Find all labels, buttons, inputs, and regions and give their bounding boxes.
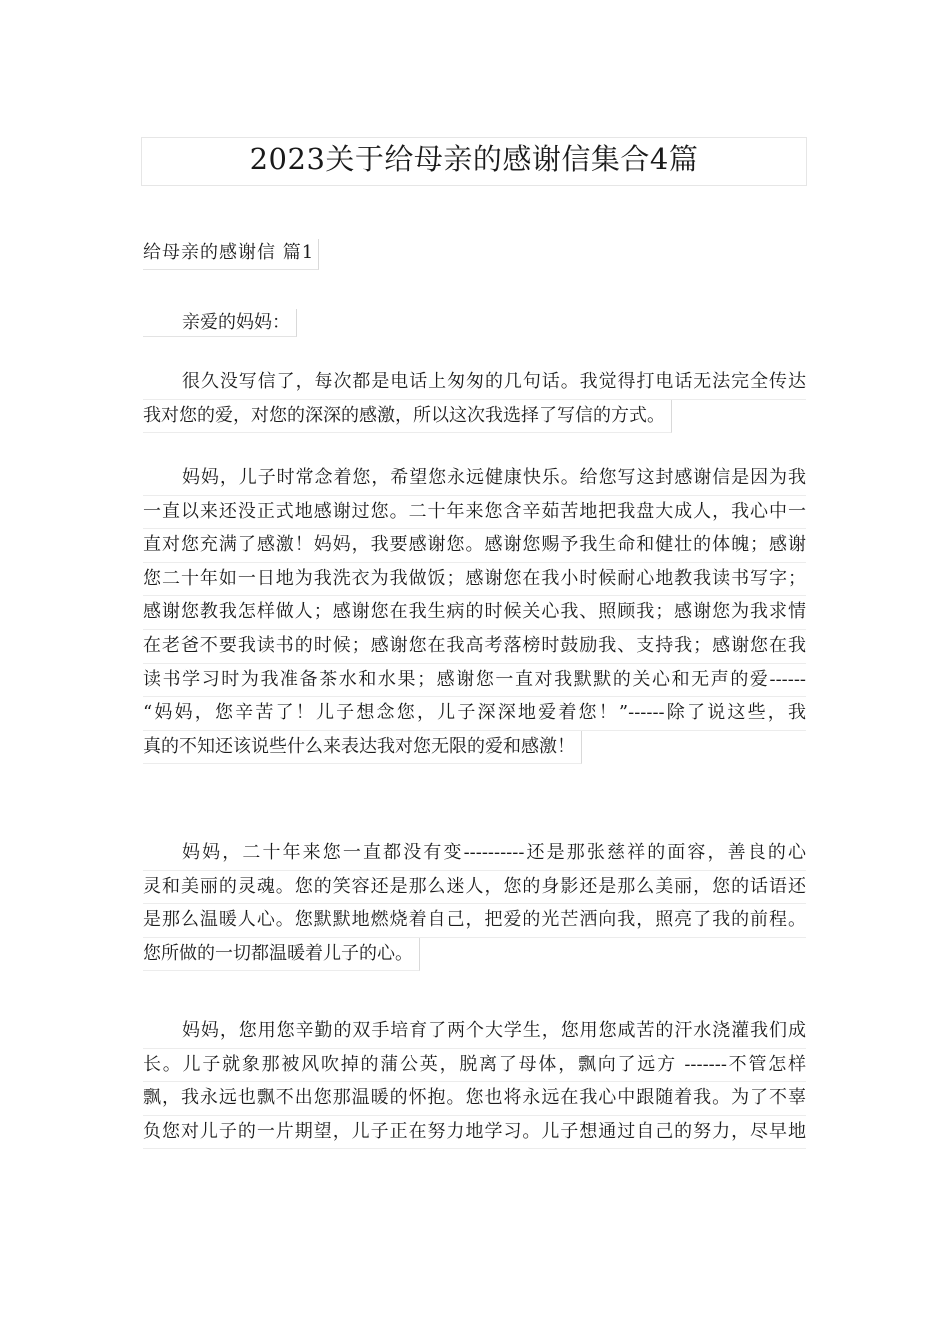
paragraph-line: 负您对儿子的一片期望，儿子正在努力地学习。儿子想通过自己的努力，尽早地 <box>143 1116 806 1150</box>
paragraph-line: 飘，我永远也飘不出您那温暖的怀抱。您也将永远在我心中跟随着我。为了不辜 <box>143 1082 806 1116</box>
section-heading: 给母亲的感谢信 篇1 <box>143 239 319 270</box>
letter-paragraph-1 <box>143 366 806 433</box>
paragraph-line: 是那么温暖人心。您默默地燃烧着自己，把爱的光芒洒向我，照亮了我的前程。 <box>143 904 806 938</box>
paragraph-line: 您所做的一切都温暖着儿子的心。 <box>143 938 420 972</box>
document-title: 2023关于给母亲的感谢信集合4篇 <box>141 137 807 186</box>
paragraph-line: 妈妈，儿子时常念着您，希望您永远健康快乐。给您写这封感谢信是因为我 <box>143 462 806 496</box>
paragraph-line: 灵和美丽的灵魂。您的笑容还是那么迷人，您的身影还是那么美丽，您的话语还 <box>143 871 806 905</box>
paragraph-line: 长。儿子就象那被风吹掉的蒲公英，脱离了母体，飘向了远方 -------不管怎样 <box>143 1049 806 1083</box>
paragraph-line: 妈妈，二十年来您一直都没有变----------还是那张慈祥的面容，善良的心 <box>143 837 806 871</box>
paragraph-line: 妈妈，您用您辛勤的双手培育了两个大学生，您用您咸苦的汗水浇灌我们成 <box>143 1015 806 1049</box>
paragraph-line: 您二十年如一日地为我洗衣为我做饭；感谢您在我小时候耐心地教我读书写字； <box>143 563 806 597</box>
letter-paragraph-3 <box>143 837 806 971</box>
letter-greeting: 亲爱的妈妈： <box>143 309 297 337</box>
letter-paragraph-4 <box>143 1015 806 1149</box>
paragraph-line: 我对您的爱，对您的深深的感激，所以这次我选择了写信的方式。 <box>143 400 672 434</box>
paragraph-line: 真的不知还该说些什么来表达我对您无限的爱和感激！ <box>143 731 582 765</box>
paragraph-line: 在老爸不要我读书的时候；感谢您在我高考落榜时鼓励我、支持我；感谢您在我 <box>143 630 806 664</box>
paragraph-line: 一直以来还没正式地感谢过您。二十年来您含辛茹苦地把我盘大成人，我心中一 <box>143 496 806 530</box>
paragraph-line: 感谢您教我怎样做人；感谢您在我生病的时候关心我、照顾我；感谢您为我求情 <box>143 596 806 630</box>
paragraph-line: 很久没写信了，每次都是电话上匆匆的几句话。我觉得打电话无法完全传达 <box>143 366 806 400</box>
paragraph-line: 直对您充满了感激！妈妈，我要感谢您。感谢您赐予我生命和健壮的体魄；感谢 <box>143 529 806 563</box>
paragraph-line: “妈妈，您辛苦了！儿子想念您，儿子深深地爱着您！”------除了说这些，我 <box>143 697 806 731</box>
paragraph-line: 读书学习时为我准备茶水和水果；感谢您一直对我默默的关心和无声的爱------ <box>143 664 806 698</box>
letter-paragraph-2 <box>143 462 806 764</box>
